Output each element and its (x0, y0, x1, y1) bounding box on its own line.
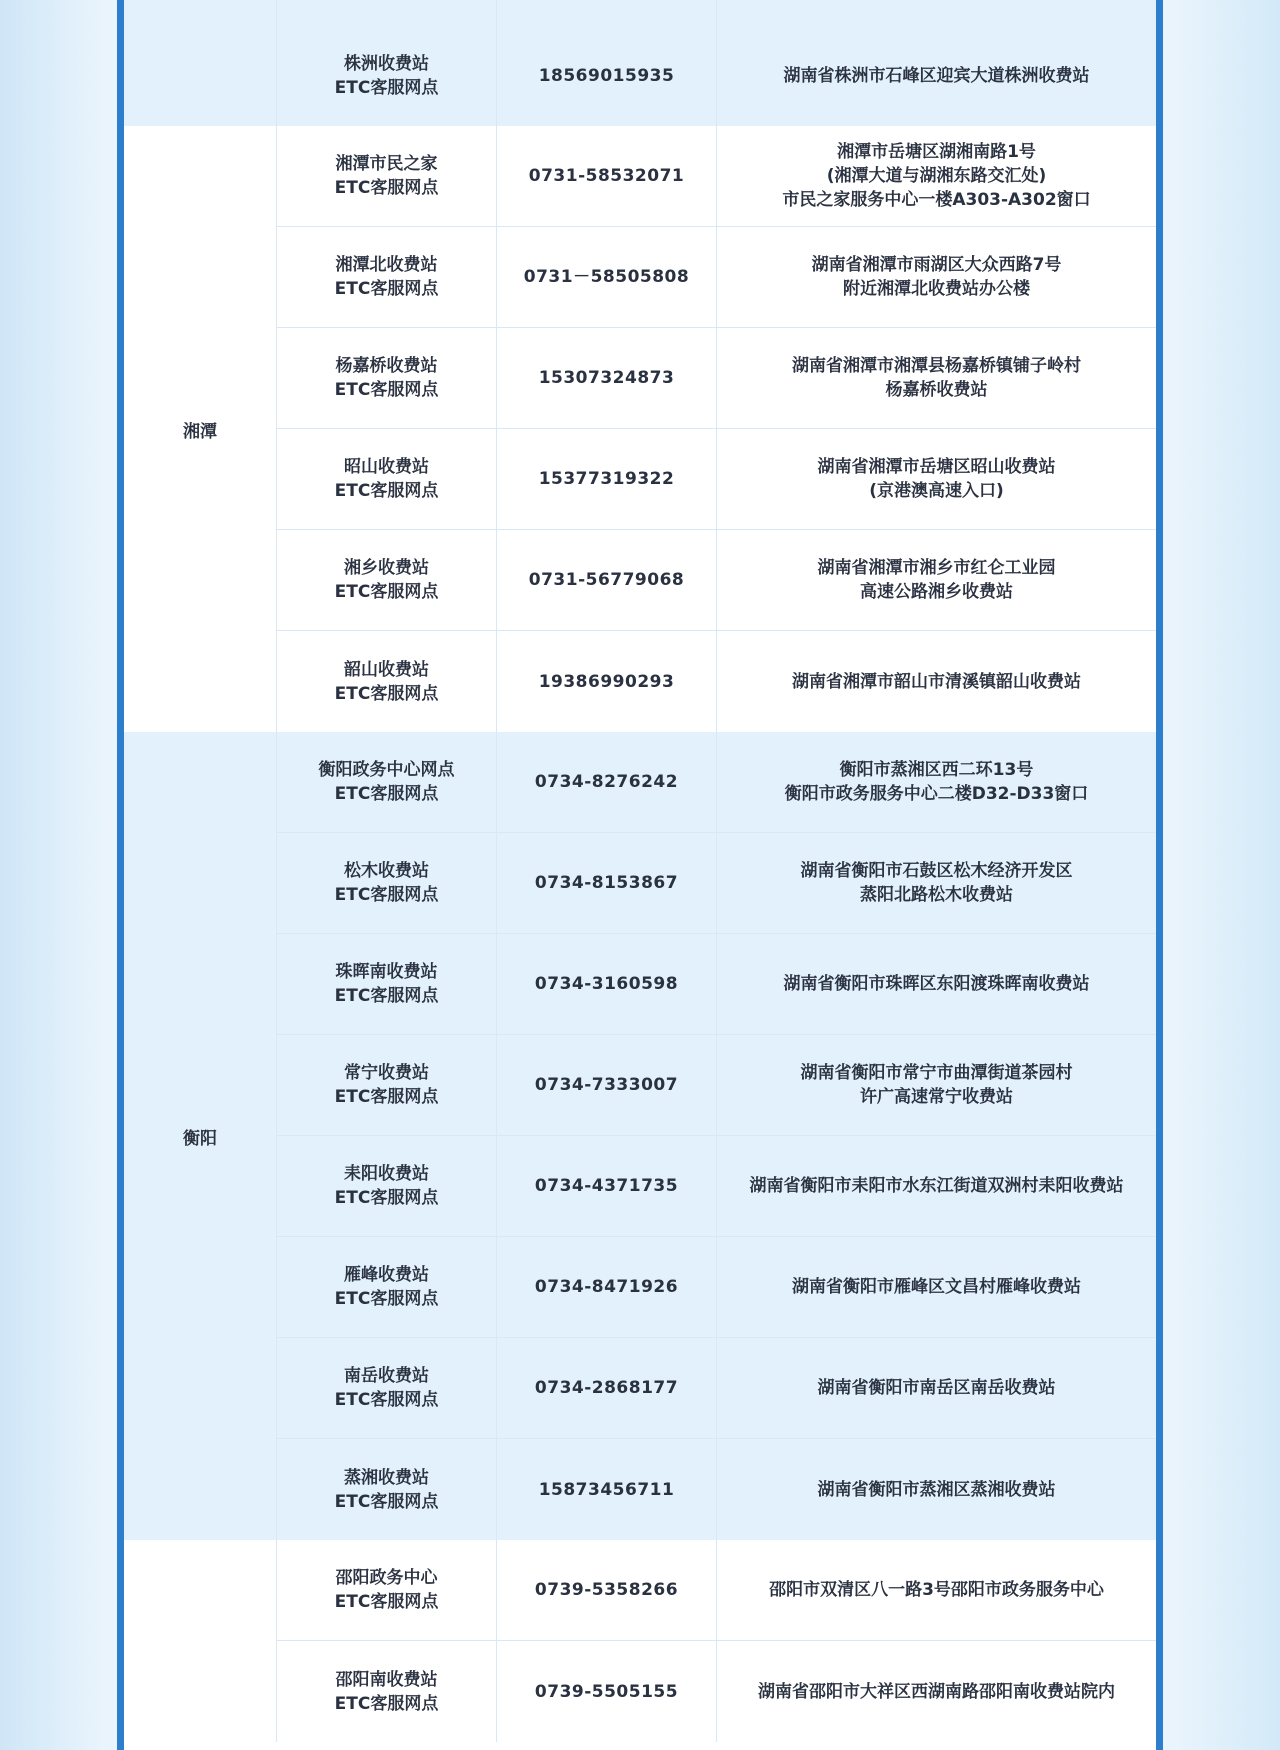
address-cell: 湖南省湘潭市湘乡市红仑工业园 高速公路湘乡收费站 (817, 558, 1056, 602)
outlet-name-cell: 邵阳政务中心 ETC客服网点 (277, 1540, 497, 1640)
table-row (277, 328, 1156, 429)
phone-cell: 0731－58505808 (497, 227, 717, 327)
phone-cell: 18569015935 (497, 25, 717, 126)
outlet-name-cell (277, 0, 497, 25)
phone-cell: 15873456711 (497, 1439, 717, 1540)
region-cell: 衡阳 (124, 732, 277, 1540)
phone-cell (497, 0, 717, 25)
table-row (277, 1136, 1156, 1237)
outlet-name-cell: 韶山收费站 ETC客服网点 (277, 631, 497, 732)
region-cell (124, 25, 277, 126)
address-cell: 湖南省湘潭市韶山市清溪镇韶山收费站 (792, 671, 1081, 692)
phone-cell: 0734-7333007 (497, 1035, 717, 1135)
address-cell: 湖南省湘潭市岳塘区昭山收费站 (京港澳高速入口) (817, 457, 1056, 501)
table-row (277, 833, 1156, 934)
table-row (277, 25, 1156, 126)
address-cell: 邵阳市双清区八一路3号邵阳市政务服务中心 (769, 1580, 1104, 1600)
address-cell: 湖南省衡阳市常宁市曲潭街道茶园村 许广高速常宁收费站 (800, 1063, 1073, 1107)
outlet-name-cell: 南岳收费站 ETC客服网点 (277, 1338, 497, 1438)
region-cell (124, 1540, 277, 1742)
phone-cell: 15377319322 (497, 429, 717, 529)
outlet-name-cell: 杨嘉桥收费站 ETC客服网点 (277, 328, 497, 428)
table-row (277, 1035, 1156, 1136)
outlet-name-cell: 湘乡收费站 ETC客服网点 (277, 530, 497, 630)
outlet-name-cell: 株洲收费站 ETC客服网点 (277, 25, 497, 126)
address-cell: 湖南省株洲市石峰区迎宾大道株洲收费站 (783, 65, 1090, 86)
phone-cell: 0731-58532071 (497, 126, 717, 226)
region-groups (124, 25, 1156, 1742)
phone-cell: 0734-8276242 (497, 732, 717, 832)
outlet-name-cell: 湘潭北收费站 ETC客服网点 (277, 227, 497, 327)
table-row (277, 1338, 1156, 1439)
address-cell: 湖南省衡阳市雁峰区文昌村雁峰收费站 (792, 1277, 1081, 1297)
phone-cell: 0734-8153867 (497, 833, 717, 933)
region-group (124, 1540, 1156, 1742)
outlet-name-cell: 邵阳南收费站 ETC客服网点 (277, 1641, 497, 1742)
outlet-name-cell: 常宁收费站 ETC客服网点 (277, 1035, 497, 1135)
table-row (277, 530, 1156, 631)
region-group (124, 25, 1156, 126)
table-row (277, 1641, 1156, 1742)
phone-cell: 15307324873 (497, 328, 717, 428)
outlet-name-cell: 蒸湘收费站 ETC客服网点 (277, 1439, 497, 1540)
outlet-name-cell: 昭山收费站 ETC客服网点 (277, 429, 497, 529)
region-group (124, 126, 1156, 732)
table-row (277, 631, 1156, 732)
region-cell: 湘潭 (124, 126, 277, 732)
phone-cell: 0734-4371735 (497, 1136, 717, 1236)
address-cell: 湖南省衡阳市珠晖区东阳渡珠晖南收费站 (783, 974, 1090, 994)
etc-outlet-table (124, 0, 1156, 1742)
outlet-name-cell: 雁峰收费站 ETC客服网点 (277, 1237, 497, 1337)
table-row (277, 732, 1156, 833)
phone-cell: 0739-5505155 (497, 1641, 717, 1742)
table-row (277, 429, 1156, 530)
outlet-name-cell: 衡阳政务中心网点 ETC客服网点 (277, 732, 497, 832)
table-row (277, 227, 1156, 328)
address-cell: 湖南省邵阳市大祥区西湖南路邵阳南收费站院内 (758, 1681, 1115, 1702)
address-cell: 湖南省衡阳市南岳区南岳收费站 (817, 1378, 1056, 1398)
address-cell: 湘潭市岳塘区湖湘南路1号 (湘潭大道与湖湘东路交汇处) 市民之家服务中心一楼A303-A302窗口 (782, 142, 1091, 210)
outlet-name-cell: 珠晖南收费站 ETC客服网点 (277, 934, 497, 1034)
address-cell: 湖南省湘潭市湘潭县杨嘉桥镇铺子岭村 杨嘉桥收费站 (792, 356, 1081, 400)
table-row (277, 126, 1156, 227)
table-row (277, 934, 1156, 1035)
address-cell: 湖南省衡阳市石鼓区松木经济开发区 蒸阳北路松木收费站 (800, 861, 1073, 905)
outlet-name-cell: 湘潭市民之家 ETC客服网点 (277, 126, 497, 226)
phone-cell: 19386990293 (497, 631, 717, 732)
phone-cell: 0734-8471926 (497, 1237, 717, 1337)
region-cell (124, 0, 277, 25)
address-cell: 湖南省衡阳市蒸湘区蒸湘收费站 (817, 1479, 1056, 1500)
region-group (124, 732, 1156, 1540)
table-row (277, 1439, 1156, 1540)
outlet-name-cell: 松木收费站 ETC客服网点 (277, 833, 497, 933)
phone-cell: 0731-56779068 (497, 530, 717, 630)
phone-cell: 0734-2868177 (497, 1338, 717, 1438)
table-row (277, 1237, 1156, 1338)
address-cell: 衡阳市蒸湘区西二环13号 衡阳市政务服务中心二楼D32-D33窗口 (784, 760, 1089, 804)
address-cell: 湖南省湘潭市雨湖区大众西路7号 附近湘潭北收费站办公楼 (811, 255, 1062, 299)
table-row-partial (124, 0, 1156, 25)
address-cell (717, 0, 1156, 25)
outlet-name-cell: 耒阳收费站 ETC客服网点 (277, 1136, 497, 1236)
table-row (277, 1540, 1156, 1641)
phone-cell: 0739-5358266 (497, 1540, 717, 1640)
phone-cell: 0734-3160598 (497, 934, 717, 1034)
address-cell: 湖南省衡阳市耒阳市水东江街道双洲村耒阳收费站 (749, 1176, 1124, 1196)
